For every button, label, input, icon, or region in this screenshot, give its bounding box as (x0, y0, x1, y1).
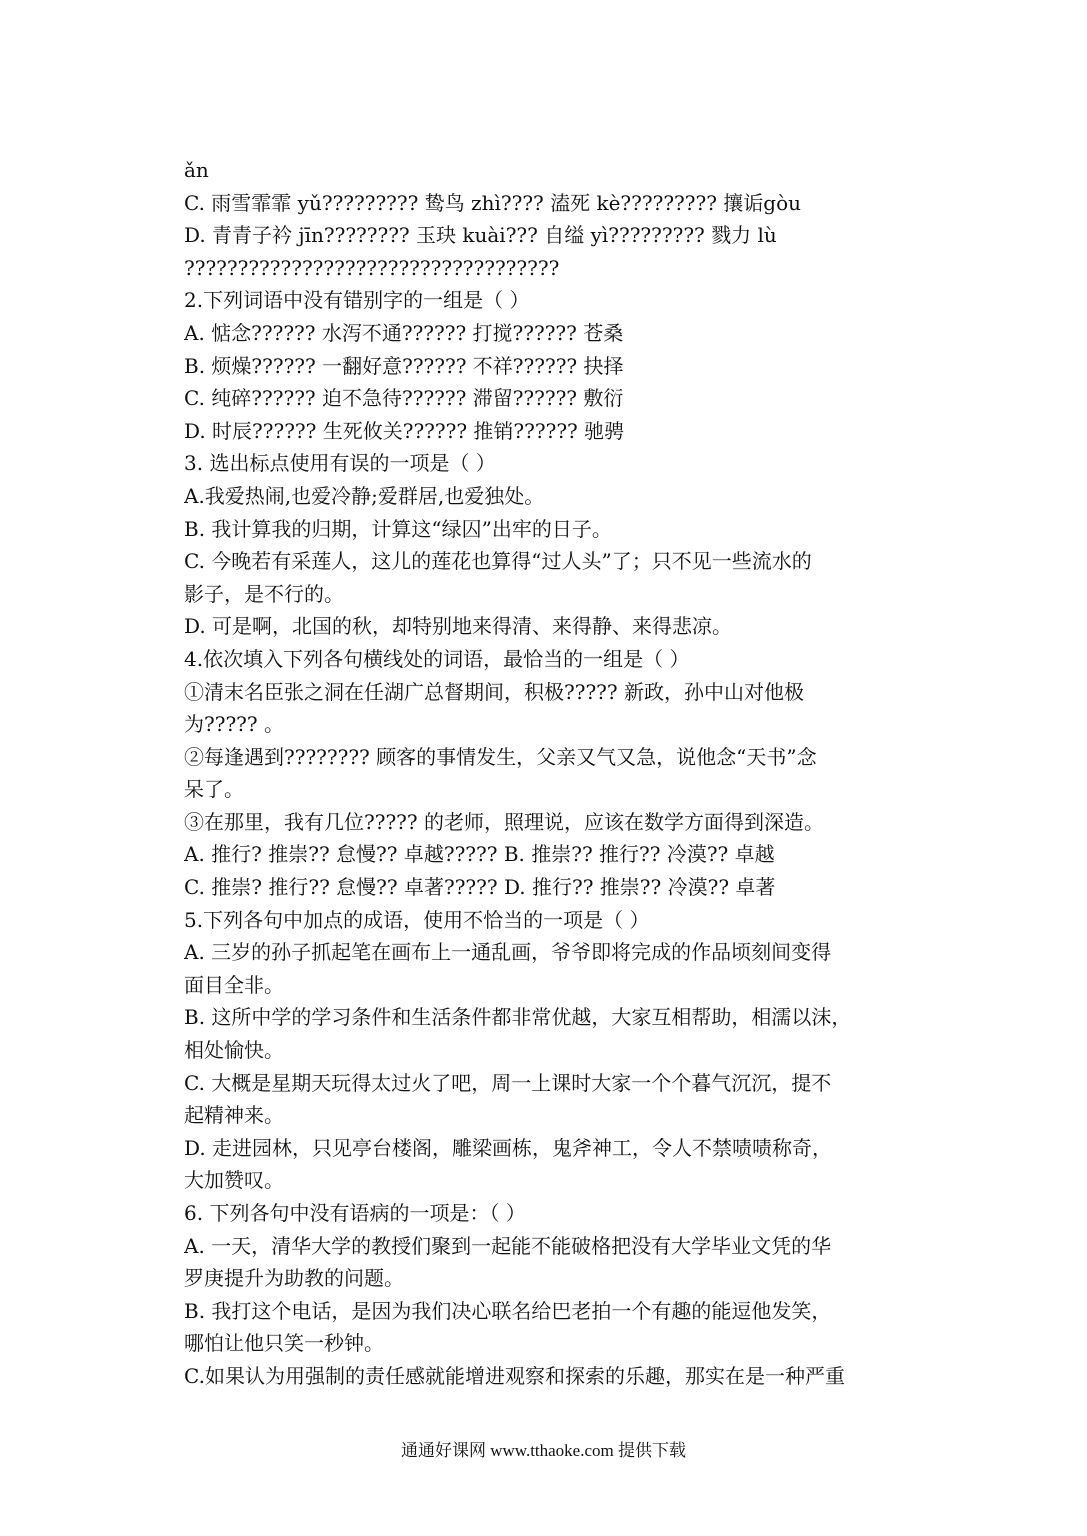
option-line: A. 惦念?????? 水泻不通?????? 打搅?????? 苍桑 (184, 320, 624, 345)
option-line: A. 推行? 推崇?? 怠慢?? 卓越????? B. 推崇?? 推行?? 冷漠?? 卓越 (184, 842, 775, 867)
text-line: 罗庚提升为助教的问题。 (184, 1266, 404, 1291)
text-line: D. 青青子衿 jīn???????? 玉玦 kuài??? 自缢 yì????????? 戮力 lù (184, 223, 777, 248)
question-heading: 2.下列词语中没有错别字的一组是（ ） (184, 288, 530, 313)
option-line: B. 烦燥?????? 一翻好意?????? 不祥?????? 抉择 (184, 353, 624, 378)
text-line: 面目全非。 (184, 972, 284, 997)
option-line: C.如果认为用强制的责任感就能增进观察和探索的乐趣，那实在是一种严重 (184, 1363, 845, 1388)
option-line: C. 推崇? 推行?? 怠慢?? 卓著????? D. 推行?? 推崇?? 冷漠?? 卓著 (184, 875, 776, 900)
question-heading: 6. 下列各句中没有语病的一项是：（ ） (184, 1201, 526, 1225)
question-heading: 4.依次填入下列各句横线处的词语，最恰当的一组是（ ） (184, 646, 690, 671)
option-line: B. 这所中学的学习条件和生活条件都非常优越，大家互相帮助，相濡以沫， (184, 1005, 852, 1030)
option-line: A. 三岁的孙子抓起笔在画布上一通乱画，爷爷即将完成的作品顷刻间变得 (184, 940, 832, 965)
option-line: A. 一天，清华大学的教授们聚到一起能不能破格把没有大学毕业文凭的华 (184, 1233, 832, 1258)
option-line: C. 今晚若有采莲人，这儿的莲花也算得“过人头”了；只不见一些流水的 (184, 549, 812, 574)
text-line: 相处愉快。 (184, 1038, 284, 1063)
text-line: ③在那里，我有几位????? 的老师，照理说，应该在数学方面得到深造。 (184, 809, 824, 834)
question-heading: 5.下列各句中加点的成语，使用不恰当的一项是（ ） (184, 907, 650, 932)
text-line: C. 雨雪霏霏 yǔ????????? 鸷鸟 zhì???? 溘死 kè????????? 攘诟gòu (184, 190, 802, 215)
text-line: 影子，是不行的。 (184, 581, 344, 606)
text-line: ǎn (184, 158, 209, 182)
option-line: B. 我打这个电话，是因为我们决心联名给巴老拍一个有趣的能逗他发笑， (184, 1298, 832, 1323)
document-body (184, 154, 906, 1393)
question-heading: 3. 选出标点使用有误的一项是（ ） (184, 451, 496, 476)
page-footer: 通通好课网 www.tthaoke.com 提供下载 (400, 1441, 687, 1460)
text-line: 为????? 。 (184, 712, 284, 737)
option-line: C. 大概是星期天玩得太过火了吧，周一上课时大家一个个暮气沉沉，提不 (184, 1070, 832, 1095)
option-line: C. 纯碎?????? 迫不急待?????? 滞留?????? 敷衍 (184, 386, 624, 411)
option-line: D. 时辰?????? 生死攸关?????? 推销?????? 驰骋 (184, 418, 625, 443)
text-line: ??????????????????????????????????? (184, 255, 560, 280)
option-line: A.我爱热闹,也爱冷静;爱群居,也爱独处。 (184, 483, 545, 508)
option-line: B. 我计算我的归期，计算这“绿囚”出牢的日子。 (184, 516, 612, 541)
option-line: D. 走进园林，只见亭台楼阁，雕梁画栋，鬼斧神工，令人不禁啧啧称奇， (184, 1135, 833, 1160)
option-line: D. 可是啊，北国的秋，却特别地来得清、来得静、来得悲凉。 (184, 614, 733, 639)
text-line: 起精神来。 (184, 1103, 284, 1128)
text-line: ①清末名臣张之洞在任湖广总督期间，积极????? 新政，孙中山对他极 (184, 679, 804, 704)
text-line: 呆了。 (184, 777, 244, 802)
text-line: 大加赞叹。 (184, 1168, 284, 1193)
text-line: 哪怕让他只笑一秒钟。 (184, 1331, 384, 1356)
text-line: ②每逢遇到???????? 顾客的事情发生，父亲又气又急，说他念“天书”念 (184, 744, 817, 769)
